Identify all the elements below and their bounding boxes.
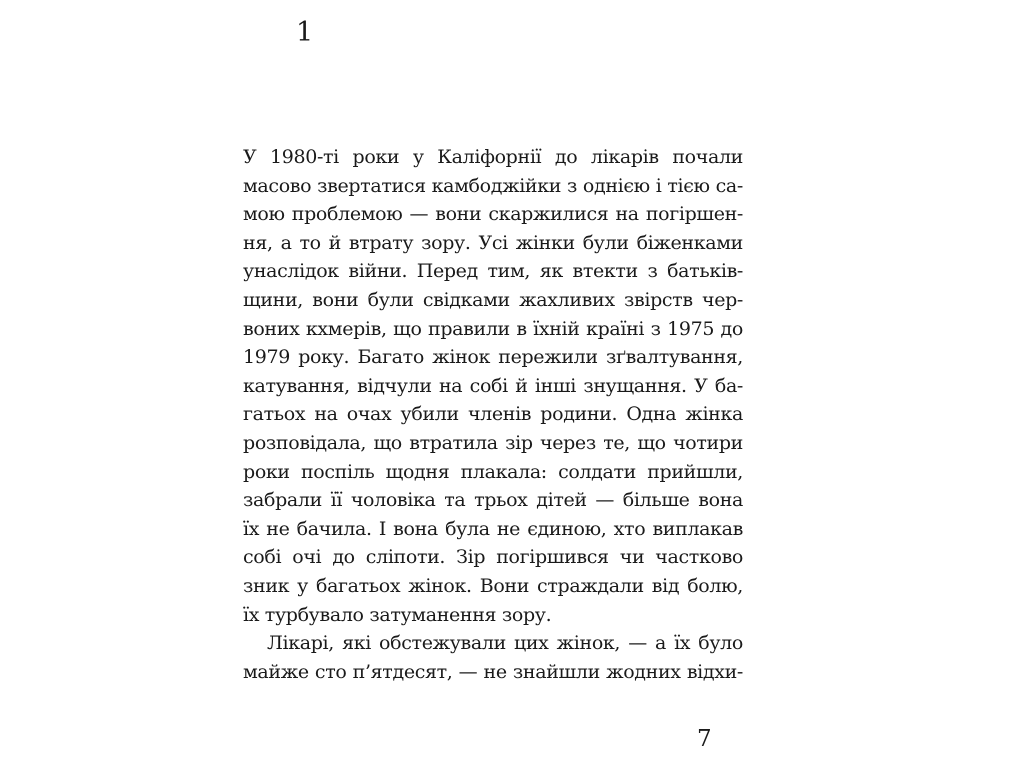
text-line: забрали її чоловіка та трьох дітей — більше вона bbox=[243, 489, 743, 512]
text-line: собі очі до сліпоти. Зір погіршився чи частково bbox=[243, 546, 743, 569]
text-line: воних кхмерів, що правили в їхній країні з 1975 до bbox=[243, 317, 743, 340]
text-line: масово звертатися камбоджійки з однією і тією са- bbox=[243, 174, 743, 197]
text-line: їх не бачила. І вона була не єдиною, хто виплакав bbox=[243, 517, 743, 540]
text-line: Лікарі, які обстежували цих жінок, — а їх було bbox=[267, 632, 743, 655]
text-line: унаслідок війни. Перед тим, як втекти з батьків- bbox=[243, 260, 743, 283]
text-line: мою проблемою — вони скаржилися на погіршен- bbox=[243, 203, 743, 226]
page-number: 7 bbox=[697, 726, 712, 752]
chapter-number: 1 bbox=[296, 17, 314, 48]
text-line: зник у багатьох жінок. Вони страждали від болю, bbox=[243, 574, 743, 597]
text-line: майже сто п’ятдесят, — не знайшли жодних відхи- bbox=[243, 660, 743, 683]
text-line: розповідала, що втратила зір через те, що чотири bbox=[243, 431, 743, 454]
text-line: катування, відчули на собі й інші знущання. У ба- bbox=[243, 374, 743, 397]
body-text bbox=[243, 143, 743, 686]
text-line: ня, а то й втрату зору. Усі жінки були біженками bbox=[243, 231, 743, 254]
text-line: У 1980-ті роки у Каліфорнії до лікарів почали bbox=[243, 146, 743, 168]
text-line: 1979 року. Багато жінок пережили зґвалтування, bbox=[243, 346, 743, 369]
text-line: щини, вони були свідками жахливих звірств чер- bbox=[243, 288, 743, 311]
text-line: гатьох на очах убили членів родини. Одна жінка bbox=[243, 403, 743, 426]
text-line: їх турбувало затуманення зору. bbox=[243, 603, 552, 626]
text-line: роки поспіль щодня плакала: солдати прийшли, bbox=[243, 460, 743, 483]
